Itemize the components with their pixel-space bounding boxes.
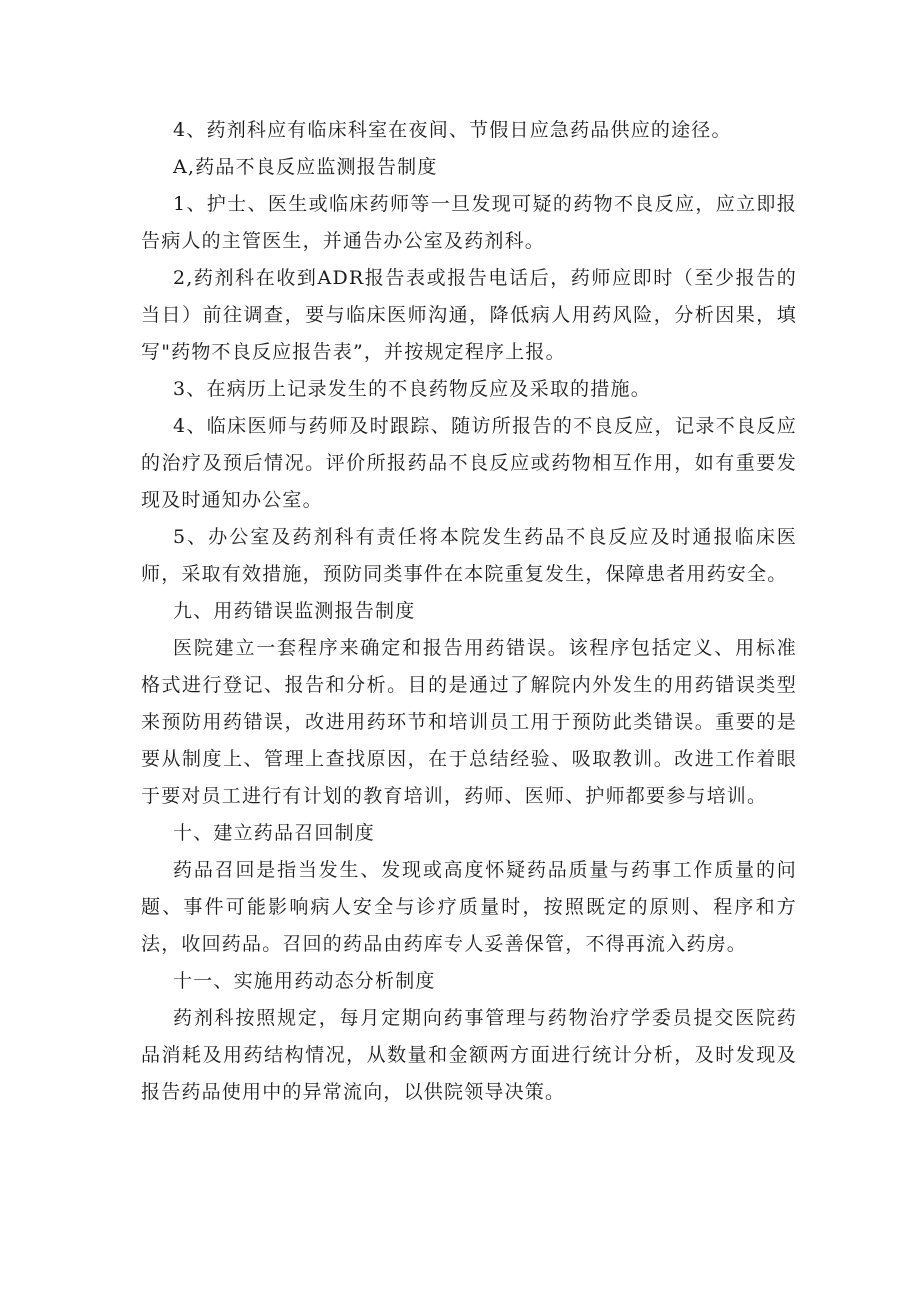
paragraph-adr-1: 1、护士、医生或临床药师等一旦发现可疑的药物不良反应，应立即报告病人的主管医生，并通告办公室及药剂科。 bbox=[141, 193, 797, 252]
paragraph-adr-5: 5、办公室及药剂科有责任将本院发生药品不良反应及时通报临床医师，采取有效措施，预防同类事件在本院重复发生，保障患者用药安全。 bbox=[141, 526, 797, 585]
heading-dynamic-analysis: 十一、实施用药动态分析制度 bbox=[173, 970, 436, 992]
heading-medication-error: 九、用药错误监测报告制度 bbox=[173, 600, 416, 622]
document-body bbox=[141, 112, 797, 1111]
paragraph-adr-3: 3、在病历上记录发生的不良药物反应及采取的措施。 bbox=[173, 378, 651, 400]
paragraph-medication-error: 医院建立一套程序来确定和报告用药错误。该程序包括定义、用标准格式进行登记、报告和分析。目的是通过了解院内外发生的用药错误类型来预防用药错误，改进用药环节和培训员工用于预防此类错误。重要的是要从制度上、管理上查找原因，在于总结经验、吸取教训。改进工作着眼于要对员工进行有计划的教育培训，药师、医师、护师都要参与培训。 bbox=[141, 637, 797, 807]
paragraph-adr-2: 2,药剂科在收到ADR报告表或报告电话后，药师应即时（至少报告的当日）前往调查，要与临床医师沟通，降低病人用药风险，分析因果，填写"药物不良反应报告表”，并按规定程序上报。 bbox=[141, 267, 797, 363]
paragraph-emergency-supply: 4、药剂科应有临床科室在夜间、节假日应急药品供应的途径。 bbox=[173, 119, 732, 141]
paragraph-dynamic-analysis: 药剂科按照规定，每月定期向药事管理与药物治疗学委员提交医院药品消耗及用药结构情况，从数量和金额两方面进行统计分析，及时发现及报告药品使用中的异常流向，以供院领导决策。 bbox=[141, 1007, 797, 1103]
paragraph-drug-recall: 药品召回是指当发生、发现或高度怀疑药品质量与药事工作质量的问题、事件可能影响病人安全与诊疗质量时，按照既定的原则、程序和方法，收回药品。召回的药品由药库专人妥善保管，不得再流入药房。 bbox=[141, 859, 797, 955]
heading-adr-monitoring: A,药品不良反应监测报告制度 bbox=[173, 156, 438, 178]
paragraph-adr-4: 4、临床医师与药师及时跟踪、随访所报告的不良反应，记录不良反应的治疗及预后情况。评价所报药品不良反应或药物相互作用，如有重要发现及时通知办公室。 bbox=[141, 415, 797, 511]
heading-drug-recall: 十、建立药品召回制度 bbox=[173, 822, 376, 844]
